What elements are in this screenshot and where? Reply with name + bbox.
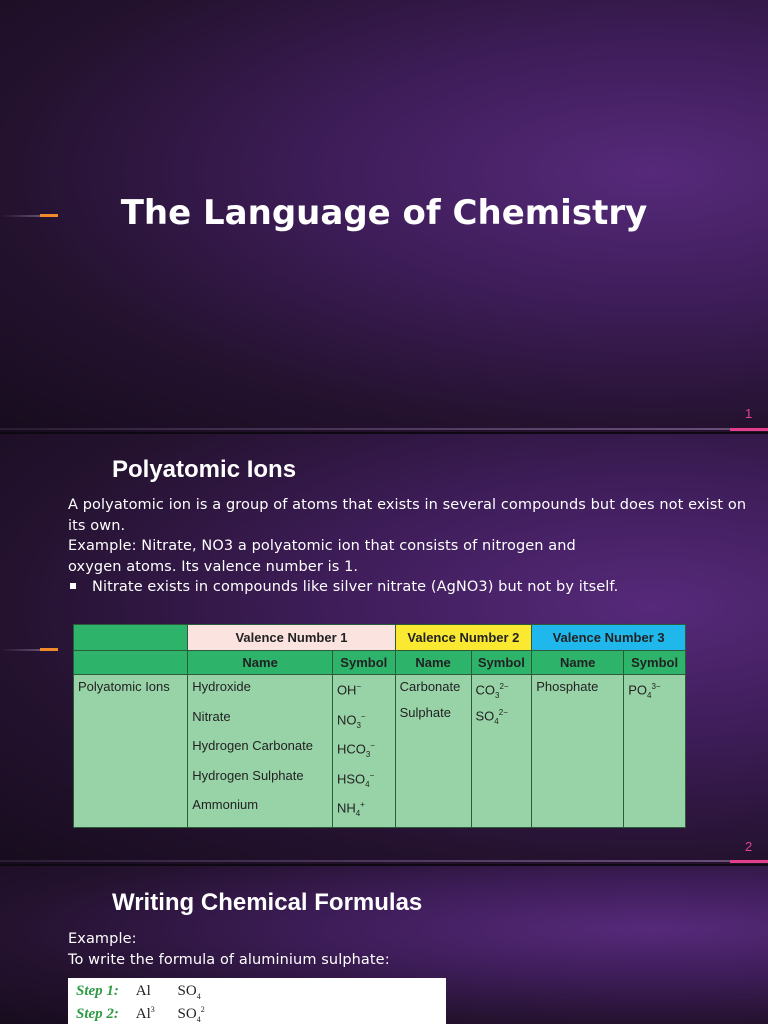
valence-2-header: Valence Number 2 [395, 625, 532, 651]
v2-name-cell [395, 675, 471, 828]
table-cell: Ammonium [192, 797, 259, 812]
table-cell: Hydrogen Sulphate [192, 767, 304, 783]
valence-1-header: Valence Number 1 [188, 625, 395, 651]
page-accent-bar [730, 428, 768, 431]
step-2-row [76, 1005, 205, 1024]
slide-2 [0, 434, 768, 864]
aluminium-symbol: Al [135, 983, 151, 999]
bullet-icon [70, 583, 76, 589]
slide-3-title: Writing Chemical Formulas [112, 889, 423, 916]
symbol-oh: OH− [336, 682, 362, 698]
slide-3 [0, 866, 768, 1024]
table-cell: Hydrogen Carbonate [192, 738, 313, 753]
bullet-item [68, 577, 758, 598]
table-corner [74, 625, 188, 651]
v1-symbol-cell [332, 675, 395, 828]
symbol-co3: $CO_3^{2-}$ [475, 682, 509, 700]
col-symbol-header: Symbol [471, 651, 532, 675]
sulphate-ion: $SO_4^2$ [177, 1005, 205, 1024]
col-name-header: Name [188, 651, 333, 675]
symbol-po4: $PO_4^{3-}$ [628, 682, 661, 700]
step-1-row [76, 983, 201, 1001]
accent-dash [40, 648, 58, 651]
symbol-so4: $SO_4^{2-}$ [475, 708, 508, 726]
row-label: Polyatomic Ions [78, 679, 170, 694]
valence-3-header: Valence Number 3 [532, 625, 686, 651]
v2-symbol-cell [471, 675, 532, 828]
aluminium-ion: Al$^3$ [135, 1005, 155, 1022]
step-1-label: Step 1: [76, 983, 119, 999]
bottom-rule [0, 428, 730, 430]
slide-3-body [68, 929, 568, 970]
table-blank-header [74, 651, 188, 675]
symbol-nh4: $NH_4^+$ [336, 800, 365, 818]
example-line-1: Example: Nitrate, NO3 a polyatomic ion that consists of nitrogen and [68, 538, 576, 554]
example-line-2: oxygen atoms. Its valence number is 1. [68, 558, 359, 575]
step-2-label: Step 2: [76, 1006, 119, 1022]
bullet-text: Nitrate exists in compounds like silver nitrate (AgNO3) but not by itself. [92, 579, 619, 595]
v3-symbol-cell [624, 675, 686, 828]
table-cell: Nitrate [192, 708, 231, 724]
sulphate-symbol: $SO_4$ [177, 983, 201, 1001]
row-label-cell [74, 675, 188, 828]
page-number: 2 [745, 839, 753, 854]
polyatomic-ions-table [73, 624, 686, 828]
page-number: 1 [745, 406, 753, 421]
slide-2-title: Polyatomic Ions [112, 456, 297, 483]
instruction-text: To write the formula of aluminium sulphate: [68, 951, 390, 968]
table-cell: Sulphate [399, 705, 451, 720]
v3-name-cell [532, 675, 624, 828]
accent-line [0, 649, 40, 651]
slide-1 [0, 0, 768, 432]
symbol-no3: $NO_3^-$ [336, 711, 366, 730]
v1-name-cell [188, 675, 333, 828]
symbol-hco3: $HCO_3^-$ [336, 741, 375, 759]
bottom-rule [0, 860, 730, 862]
col-symbol-header: Symbol [332, 651, 395, 675]
col-symbol-header: Symbol [624, 651, 686, 675]
table-cell: Carbonate [399, 679, 461, 694]
definition-text: A polyatomic ion is a group of atoms that exists in several compounds but does not exist on its own. [68, 497, 747, 534]
col-name-header: Name [532, 651, 624, 675]
example-label: Example: [68, 931, 137, 947]
slide-1-title: The Language of Chemistry [120, 193, 648, 233]
table-cell: Hydroxide [192, 679, 251, 694]
table-cell: Phosphate [536, 679, 599, 694]
col-name-header: Name [395, 651, 471, 675]
symbol-hso4: $HSO_4^-$ [336, 770, 375, 789]
slide-2-body [68, 495, 758, 598]
page-accent-bar [730, 860, 768, 863]
formula-steps-box [68, 978, 446, 1024]
